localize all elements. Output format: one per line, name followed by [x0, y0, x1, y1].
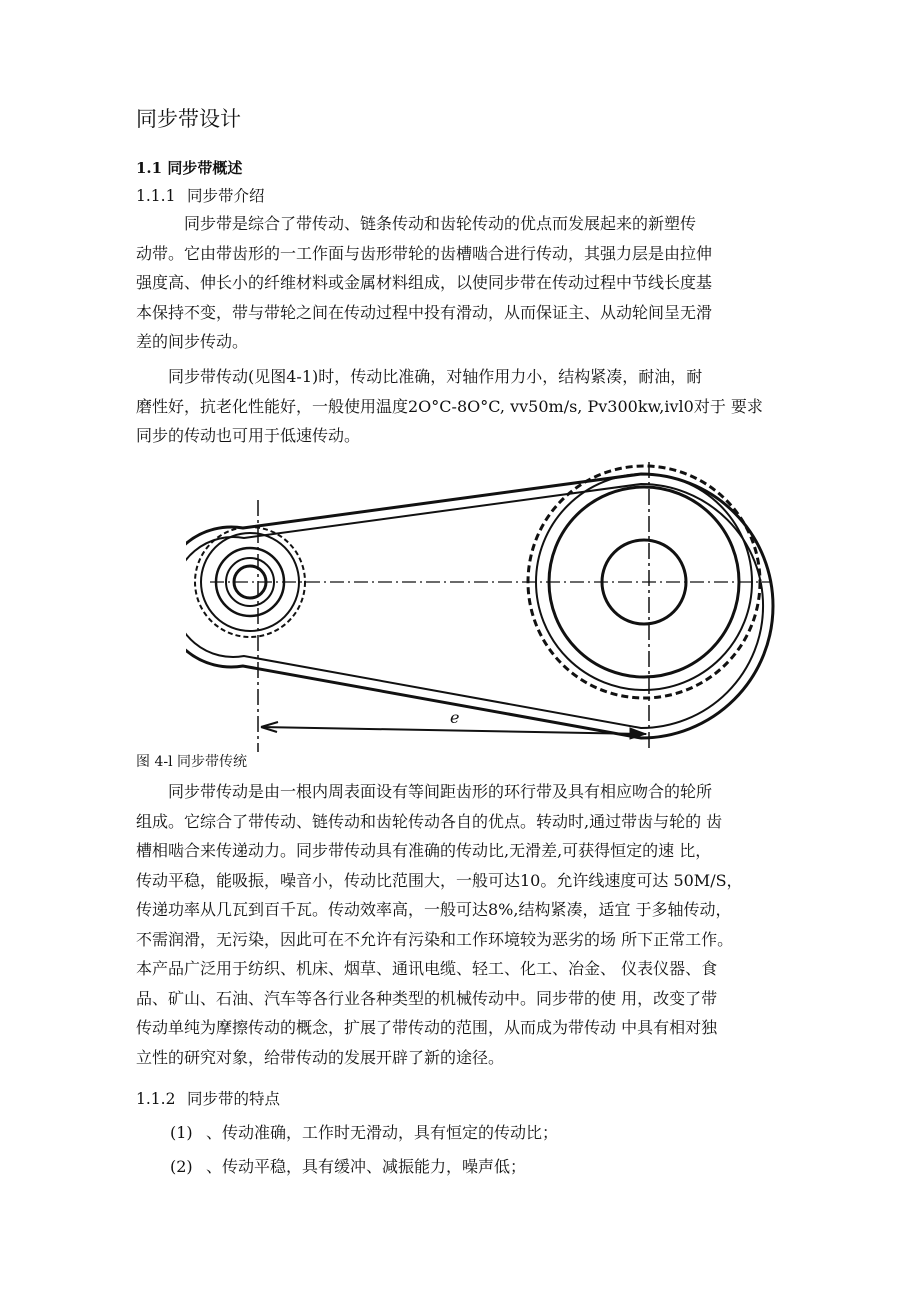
page-title: 同步带设计 — [136, 107, 241, 131]
section-heading-1-1: 1.1 同步带概述 — [136, 159, 243, 177]
text-line: 传递功率从几瓦到百千瓦。传动效率高，一般可达8%,结构紧凑，适宜 于多轴传动， — [136, 900, 732, 919]
feature-number: (1) — [170, 1123, 193, 1142]
feature-item — [170, 1120, 558, 1143]
text-line: 磨性好，抗老化性能好，一般使用温度2O°C-8O°C, vv50m/s, Pv300kw,ivl0对于 要求 — [136, 396, 763, 416]
section-heading-1-1-2 — [136, 1087, 280, 1109]
text-line: 差的间步传动。 — [136, 332, 249, 351]
text-line: 传动单纯为摩擦传动的概念，扩展了带传动的范围，从而成为带传动 中具有相对独 — [136, 1018, 718, 1037]
text-line: 同步的传动也可用于低速传动。 — [136, 426, 361, 445]
section-label: 同步带介绍 — [187, 187, 265, 205]
text-line: 同步带是综合了带传动、链条传动和齿轮传动的优点而发展起来的新塑传 — [136, 214, 697, 233]
text-line: 槽相啮合来传递动力。同步带传动具有准确的传动比,无滑差,可获得恒定的速 比， — [136, 841, 712, 860]
paragraph-description — [136, 777, 816, 1072]
paragraph-intro — [136, 209, 816, 357]
timing-belt-figure — [186, 460, 776, 752]
text-line: 强度高、伸长小的纤维材料或金属材料组成，以使同步带在传动过程中节线长度基 — [136, 273, 713, 292]
feature-number: (2) — [170, 1157, 193, 1176]
feature-text: 、传动平稳，具有缓冲、减振能力，噪声低； — [206, 1157, 527, 1176]
section-heading-1-1-1 — [136, 184, 265, 206]
text-line: 同步带传动(见图4-1)时，传动比准确，对轴作用力小，结构紧凑，耐油，耐 — [136, 367, 703, 386]
section-label: 同步带的特点 — [187, 1090, 281, 1108]
text-line: 动带。它由带齿形的一工作面与齿形带轮的齿槽啮合进行传动，其强力层是由拉伸 — [136, 243, 713, 263]
feature-item — [170, 1154, 526, 1177]
section-number: 1.1.1 — [136, 187, 176, 205]
text-line: 不需润滑，无污染，因此可在不允许有污染和工作环境较为恶劣的场 所下正常工作。 — [136, 929, 734, 949]
section-number: 1.1.2 — [136, 1090, 176, 1108]
text-line: 品、矿山、石油、汽车等各行业各种类型的机械传动中。同步带的使 用，改变了带 — [136, 988, 718, 1008]
dimension-label: e — [450, 708, 460, 727]
paragraph-properties — [136, 362, 816, 451]
text-line: 同步带传动是由一根内周表面设有等间距齿形的环行带及具有相应吻合的轮所 — [136, 782, 713, 801]
text-line: 传动平稳，能吸振，噪音小，传动比范围大，一般可达10。允许线速度可达 50M/S， — [136, 870, 743, 890]
text-line: 组成。它综合了带传动、链传动和齿轮传动各自的优点。转动时,通过带齿与轮的 齿 — [136, 811, 723, 831]
figure-caption: 图 4-l 同步带传统 — [136, 754, 248, 770]
text-line: 立性的研究对象，给带传动的发展开辟了新的途径。 — [136, 1047, 505, 1067]
feature-text: 、传动准确，工作时无滑动，具有恒定的传动比； — [206, 1123, 559, 1142]
text-line: 本产品广泛用于纺织、机床、烟草、通讯电缆、轻工、化工、冶金、 仪表仪器、食 — [136, 959, 718, 978]
text-line: 本保持不变，带与带轮之间在传动过程中投有滑动，从而保证主、从动轮间呈无滑 — [136, 302, 713, 322]
